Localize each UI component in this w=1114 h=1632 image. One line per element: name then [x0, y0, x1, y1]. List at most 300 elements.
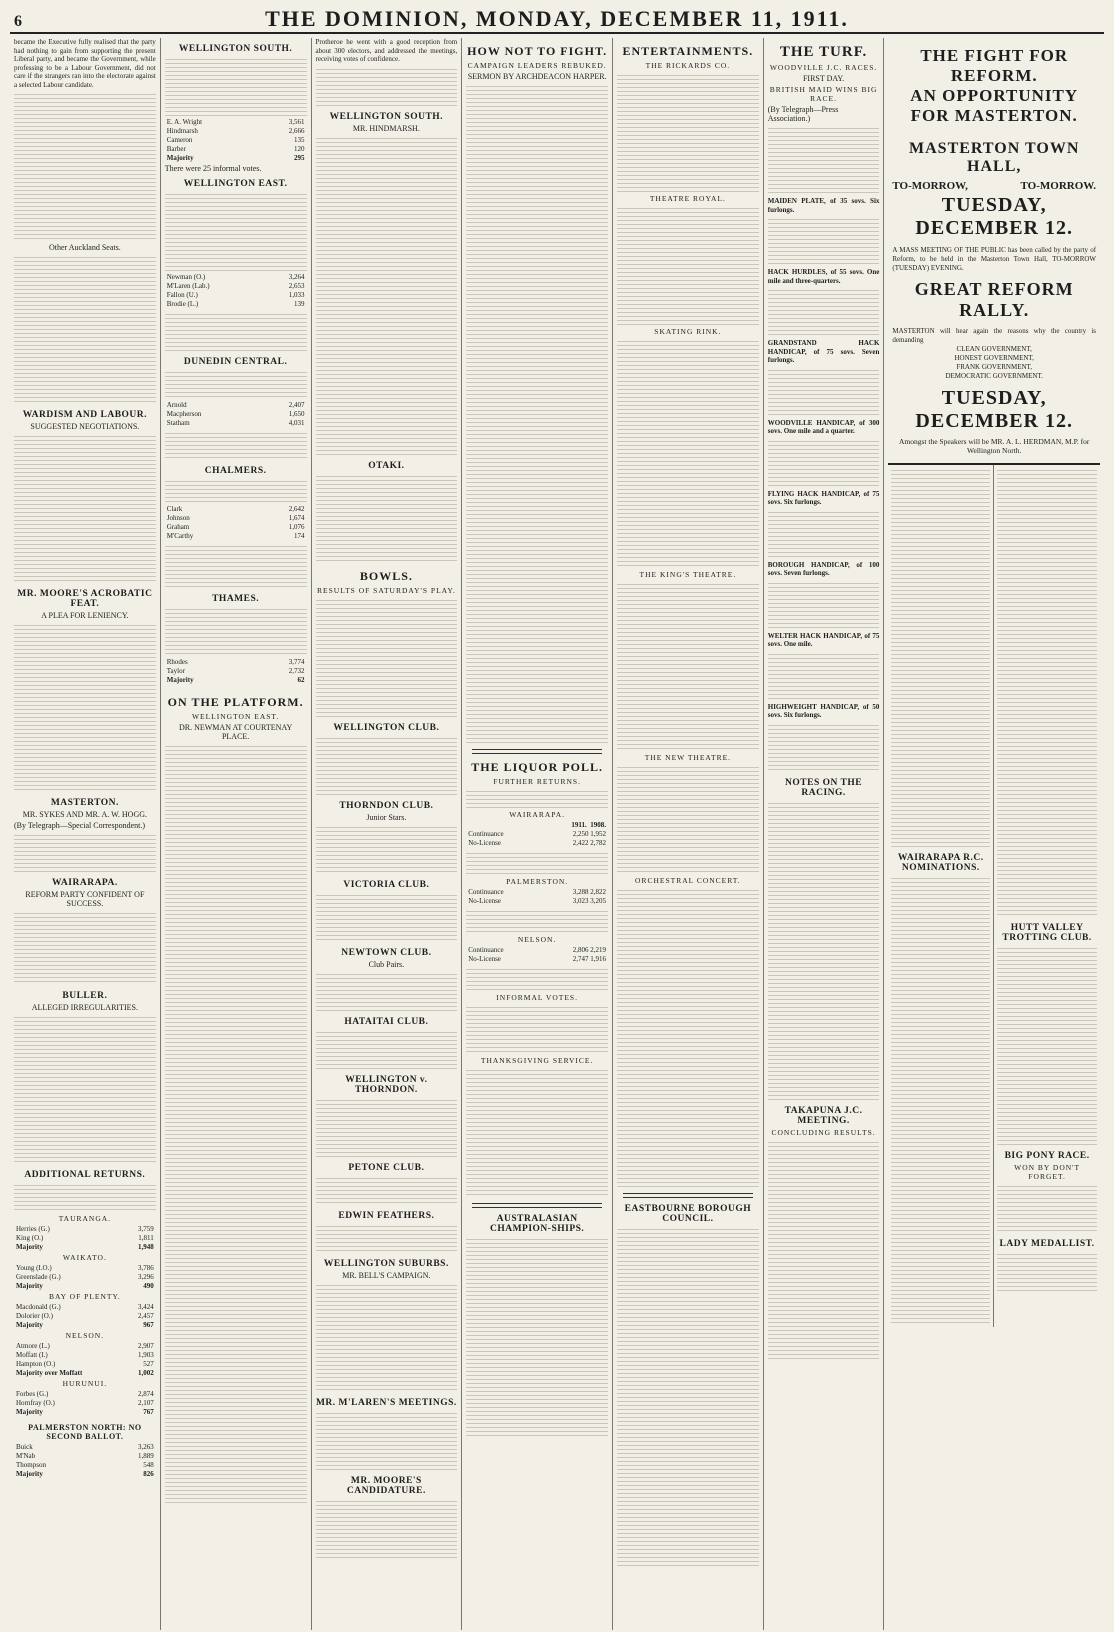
heading-dunedin: DUNEDIN CENTRAL.	[183, 357, 288, 367]
vote-count: 1,002	[138, 1369, 154, 1377]
result-row	[165, 300, 307, 309]
vote-count: 3,264	[288, 273, 305, 281]
heading-acrobatic: MR. MOORE'S ACROBATIC FEAT.	[17, 589, 153, 609]
heading: WELLINGTON v. THORNDON.	[345, 1074, 428, 1095]
issue-name: No-License	[468, 839, 501, 847]
vote-count: 2,732	[288, 667, 305, 675]
columns	[10, 38, 1104, 1630]
results-table	[14, 1303, 156, 1330]
heading-turf: THE TURF.	[779, 44, 868, 60]
vote-count: 295	[294, 154, 305, 162]
subheading: BRITISH MAID WINS BIG RACE.	[769, 85, 878, 103]
candidate-name: Johnson	[166, 514, 190, 522]
results-table	[14, 1342, 156, 1378]
result-row	[14, 1351, 156, 1360]
result-row	[14, 1461, 156, 1470]
text-body	[316, 66, 458, 106]
text-body	[768, 438, 880, 488]
race-event: BOROUGH HANDICAP, of 100 sovs. Seven furlongs.	[767, 560, 880, 577]
column-7b	[994, 465, 1100, 1327]
text-body	[617, 1226, 759, 1566]
divider	[472, 1203, 602, 1208]
heading-buller: BULLER.	[62, 991, 108, 1001]
result-row	[165, 523, 307, 532]
subheading: SERMON BY ARCHDEACON HARPER.	[467, 72, 607, 81]
vote-count: 1,889	[138, 1452, 154, 1460]
column-7	[884, 38, 1104, 1630]
text-body	[165, 430, 307, 460]
result-row	[165, 676, 307, 685]
vote-count: 120	[294, 145, 305, 153]
ad-hall: MASTERTON TOWN HALL,	[909, 140, 1080, 175]
vote-count: 3,774	[288, 658, 305, 666]
text-body	[617, 581, 759, 751]
text-body	[165, 743, 307, 1503]
result-row	[165, 145, 307, 154]
candidate-name: Greenslade (G.)	[16, 1273, 61, 1281]
candidate-name: Majority over Moffatt	[16, 1369, 83, 1377]
result-row	[14, 1225, 156, 1234]
candidate-name: M'Carthy	[166, 532, 194, 540]
heading: MR. M'LAREN'S MEETINGS.	[315, 1397, 457, 1408]
text-body	[768, 367, 880, 417]
heading-additional: ADDITIONAL RETURNS.	[24, 1170, 146, 1180]
subheading: SKATING RINK.	[654, 327, 722, 336]
results-table	[165, 273, 307, 309]
vote-count: 1,948	[138, 1243, 154, 1251]
heading: EDWIN FEATHERS.	[338, 1210, 435, 1221]
text-body	[466, 966, 608, 991]
column-4	[462, 38, 613, 1630]
subheading: RESULTS OF SATURDAY'S PLAY.	[317, 585, 456, 595]
vote-counts: 3,288 2,822	[572, 888, 606, 896]
vote-count: 3,561	[288, 118, 305, 126]
dateline: (By Telegraph—Special Correspondent.)	[14, 821, 146, 830]
year-a: 1911.	[571, 821, 587, 829]
subheading: THE NEW THEATRE.	[644, 753, 732, 762]
subheading: WOODVILLE J.C. RACES.	[769, 63, 878, 72]
text-body	[768, 1139, 880, 1359]
text-body	[316, 473, 458, 563]
vote-count: 548	[143, 1461, 154, 1469]
result-row	[14, 1399, 156, 1408]
electorate-tauranga: TAURANGA.	[58, 1214, 112, 1223]
race-event: WOODVILLE HANDICAP, of 300 sovs. One mile and a quarter.	[767, 418, 880, 435]
text-body	[165, 606, 307, 656]
candidate-name: Barber	[166, 145, 186, 153]
heading: BIG PONY RACE.	[1004, 1151, 1090, 1161]
heading-liquor-poll: THE LIQUOR POLL.	[471, 760, 603, 774]
candidate-name: Majority	[16, 1408, 43, 1416]
result-row	[165, 505, 307, 514]
vote-count: 1,811	[138, 1234, 154, 1242]
text-body	[165, 543, 307, 588]
result-row	[14, 1369, 156, 1378]
subheading: CONCLUDING RESULTS.	[771, 1127, 876, 1137]
result-row	[14, 1443, 156, 1452]
text-body	[466, 788, 608, 808]
result-row	[14, 1312, 156, 1321]
vote-count: 1,650	[288, 410, 305, 418]
subheading: MR. HINDMARSH.	[352, 123, 420, 133]
vote-count: 490	[143, 1282, 154, 1290]
electorate: NELSON.	[517, 935, 557, 944]
candidate-name: Newman (O.)	[166, 273, 206, 281]
candidate-name: E. A. Wright	[166, 118, 203, 126]
result-row	[14, 1360, 156, 1369]
heading-eastbourne: EASTBOURNE BOROUGH COUNCIL.	[624, 1204, 752, 1224]
heading-wardism: WARDISM AND LABOUR.	[22, 410, 148, 420]
candidate-name: Forbes (G.)	[16, 1390, 49, 1398]
text-body	[316, 1282, 458, 1392]
result-row	[165, 291, 307, 300]
subheading: Other Auckland Seats.	[48, 243, 121, 252]
heading-masterton: MASTERTON.	[50, 798, 119, 808]
slogan-line: CLEAN GOVERNMENT,	[956, 345, 1032, 353]
text-body	[617, 72, 759, 192]
text-body	[617, 887, 759, 1187]
column-3	[312, 38, 463, 1630]
vote-count: 3,759	[138, 1225, 154, 1233]
divider	[623, 1193, 753, 1198]
liquor-row	[466, 830, 608, 839]
heading: WELLINGTON CLUB.	[333, 722, 440, 733]
years-header	[466, 821, 608, 830]
text-body	[316, 892, 458, 942]
vote-count: 2,107	[138, 1399, 154, 1407]
text-body	[14, 832, 156, 872]
results-table	[165, 658, 307, 685]
text-body	[768, 125, 880, 195]
result-row	[165, 154, 307, 163]
results-table	[14, 1390, 156, 1417]
subheading: INFORMAL VOTES.	[496, 993, 578, 1002]
race-event: WELTER HACK HANDICAP, of 75 sovs. One mile.	[767, 631, 880, 648]
ad-subtitle: AN OPPORTUNITY FOR MASTERTON.	[910, 86, 1079, 125]
text-body	[165, 478, 307, 503]
slogans	[892, 345, 1096, 381]
race-event: GRANDSTAND HACK HANDICAP, of 75 sovs. Seven furlongs.	[767, 339, 880, 364]
electorate-nelson: NELSON.	[65, 1331, 105, 1340]
text-body	[14, 254, 156, 404]
liquor-row	[466, 955, 608, 964]
candidate-name: Hampton (O.)	[16, 1360, 56, 1368]
text-body	[316, 1223, 458, 1253]
candidate-name: Statham	[166, 419, 190, 427]
text-body	[316, 1498, 458, 1558]
heading-championships: AUSTRALASIAN CHAMPION-SHIPS.	[489, 1214, 585, 1234]
text-body	[617, 764, 759, 874]
result-row	[14, 1234, 156, 1243]
tomorrow-left: TO-MORROW,	[892, 180, 968, 192]
result-row	[14, 1273, 156, 1282]
vote-counts: 3,023 3,205	[572, 897, 606, 905]
heading-chalmers: CHALMERS.	[204, 466, 267, 476]
results-table	[165, 118, 307, 163]
ad-rally: GREAT REFORM RALLY.	[914, 279, 1074, 320]
text-body	[891, 875, 990, 1325]
text-body	[617, 338, 759, 568]
vote-count: 1,076	[288, 523, 305, 531]
divider	[472, 749, 602, 754]
heading-bowls: BOWLS.	[359, 568, 413, 583]
liquor-table	[466, 946, 608, 964]
subheading: REFORM PARTY CONFIDENT OF SUCCESS.	[25, 890, 145, 908]
result-row	[14, 1408, 156, 1417]
column-6	[764, 38, 885, 1630]
vote-count: 1,033	[288, 291, 305, 299]
result-row	[14, 1390, 156, 1399]
result-row	[165, 667, 307, 676]
heading: HUTT VALLEY TROTTING CLUB.	[1002, 923, 1092, 943]
text-body	[466, 908, 608, 933]
vote-count: 2,874	[138, 1390, 154, 1398]
subheading: Junior Stars.	[366, 812, 407, 822]
result-row	[165, 273, 307, 282]
column-5	[613, 38, 764, 1630]
year-b: 1908.	[590, 821, 606, 829]
candidate-name: Herries (G.)	[16, 1225, 50, 1233]
electorate: PALMERSTON.	[506, 877, 569, 886]
dateline: (By Telegraph—Press Association.)	[767, 105, 839, 123]
text-body	[316, 971, 458, 1011]
candidate-name: Majority	[166, 676, 194, 684]
vote-count: 2,642	[288, 505, 305, 513]
text-body	[997, 467, 1097, 917]
vote-counts: 2,747 1,916	[572, 955, 606, 963]
result-row	[165, 532, 307, 541]
informal-note: There were 25 informal votes.	[164, 164, 262, 173]
heading: LADY MEDALLIST.	[999, 1239, 1095, 1249]
masthead	[10, 6, 1104, 34]
subheading: MR. BELL'S CAMPAIGN.	[342, 1270, 431, 1280]
heading-entertainments: ENTERTAINMENTS.	[622, 44, 754, 58]
result-row	[165, 410, 307, 419]
heading-takapuna: TAKAPUNA J.C. MEETING.	[784, 1105, 863, 1126]
heading: HATAITAI CLUB.	[344, 1016, 429, 1027]
text-body	[466, 1236, 608, 1436]
ad-date: TUESDAY, DECEMBER 12.	[915, 194, 1073, 239]
text-body	[768, 287, 880, 337]
race-event: HACK HURDLES, of 55 sovs. One mile and three-quarters.	[767, 268, 880, 285]
result-row	[14, 1243, 156, 1252]
text-body	[768, 216, 880, 266]
results-table	[165, 505, 307, 541]
issue-name: No-License	[468, 897, 501, 905]
newspaper-title: THE DOMINION, MONDAY, DECEMBER 11, 1911.	[265, 6, 849, 31]
vote-counts: 2,250 1,952	[572, 830, 606, 838]
vote-count: 1,674	[288, 514, 305, 522]
heading: WELLINGTON SOUTH.	[329, 111, 444, 122]
text-body	[316, 597, 458, 717]
text-body	[14, 1014, 156, 1164]
subheading: FURTHER RETURNS.	[493, 777, 581, 786]
candidate-name: Young (I.O.)	[16, 1264, 52, 1272]
subheading: ORCHESTRAL CONCERT.	[635, 876, 741, 885]
ad-explain: MASTERTON will hear again the reasons why the country is demanding	[892, 327, 1097, 344]
vote-counts: 2,422 2,782	[572, 839, 606, 847]
reform-advertisement	[888, 38, 1100, 465]
candidate-name: Brodie (L.)	[166, 300, 199, 308]
vote-count: 767	[143, 1408, 154, 1416]
issue-name: Continuance	[468, 830, 504, 838]
heading-palmerston: PALMERSTON NORTH: NO SECOND BALLOT.	[28, 1423, 142, 1441]
ad-title: THE FIGHT FOR REFORM.	[920, 46, 1069, 85]
candidate-name: Majority	[16, 1321, 43, 1329]
candidate-name: Atmore (L.)	[16, 1342, 50, 1350]
race-events	[768, 197, 880, 772]
result-row	[165, 419, 307, 428]
heading-wairarapa: WAIRARAPA.	[51, 878, 118, 888]
vote-counts: 2,806 2,219	[572, 946, 606, 954]
text-body	[14, 910, 156, 985]
text-body	[617, 205, 759, 325]
heading-thames: THAMES.	[212, 594, 260, 604]
vote-count: 2,907	[138, 1342, 154, 1350]
vote-count: 2,407	[288, 401, 305, 409]
issue-name: No-License	[468, 955, 501, 963]
text-body	[165, 369, 307, 399]
result-row	[14, 1321, 156, 1330]
text-body	[14, 1182, 156, 1212]
candidate-name: Rhodes	[166, 658, 188, 666]
text-body	[768, 722, 880, 772]
text-body	[466, 83, 608, 743]
heading-notes: NOTES ON THE RACING.	[785, 777, 863, 798]
liquor-row	[466, 946, 608, 955]
vote-count: 967	[143, 1321, 154, 1329]
result-row	[14, 1303, 156, 1312]
heading: THORNDON CLUB.	[339, 800, 434, 811]
heading-wellington-south: WELLINGTON SOUTH.	[178, 44, 293, 54]
heading: NEWTOWN CLUB.	[341, 947, 432, 958]
electorate: WAIRARAPA.	[509, 810, 566, 819]
subheading: ALLEGED IRREGULARITIES.	[31, 1003, 138, 1012]
candidate-name: Taylor	[166, 667, 185, 675]
result-row	[165, 118, 307, 127]
result-row	[14, 1264, 156, 1273]
issue-name: Continuance	[468, 946, 504, 954]
text-body	[316, 1097, 458, 1157]
candidate-name: King (O.)	[16, 1234, 44, 1242]
candidate-name: Majority	[16, 1282, 43, 1290]
race-event: FLYING HACK HANDICAP, of 75 sovs. Six furlongs.	[767, 489, 880, 506]
text-body	[466, 850, 608, 875]
race-event: HIGHWEIGHT HANDICAP, of 50 sovs. Six furlongs.	[767, 702, 880, 719]
text-body	[316, 824, 458, 874]
text-body	[316, 1175, 458, 1205]
heading-platform: ON THE PLATFORM.	[167, 695, 304, 709]
text-body	[891, 467, 990, 847]
ad-notice: A MASS MEETING OF THE PUBLIC has been called by the party of Reform, to be held in the Masterton Town Hall, TO-MORROW (TUESDAY) EVENING.	[892, 246, 1097, 272]
candidate-name: Dolorier (O.)	[16, 1312, 53, 1320]
result-row	[165, 282, 307, 291]
column-7a	[888, 465, 994, 1327]
heading: WAIRARAPA R.C. NOMINATIONS.	[897, 853, 984, 873]
heading: PETONE CLUB.	[348, 1162, 425, 1173]
slogan-line: FRANK GOVERNMENT,	[956, 363, 1033, 371]
subheading: MR. SYKES AND MR. A. W. HOGG.	[22, 810, 147, 819]
subheading: WON BY DON'T FORGET.	[1014, 1163, 1081, 1181]
candidate-name: Moffatt (I.)	[16, 1351, 48, 1359]
heading: OTAKI.	[368, 460, 405, 471]
results-table	[14, 1264, 156, 1291]
vote-count: 3,263	[138, 1443, 154, 1451]
subheading: CAMPAIGN LEADERS REBUKED.	[467, 61, 607, 70]
candidate-name: Majority	[16, 1243, 43, 1251]
tomorrow-right: TO-MORROW.	[1020, 180, 1097, 192]
text-body	[165, 56, 307, 116]
result-row	[14, 1282, 156, 1291]
result-row	[165, 136, 307, 145]
vote-count: 62	[297, 676, 305, 684]
text-body	[165, 311, 307, 351]
subheading: THE RICKARDS CO.	[645, 61, 731, 70]
subheading: Club Pairs.	[368, 959, 405, 969]
ad-tomorrow	[892, 180, 1096, 192]
result-row	[14, 1470, 156, 1479]
text-body	[14, 622, 156, 792]
slogan-line: DEMOCRATIC GOVERNMENT.	[945, 372, 1043, 380]
vote-count: 3,296	[138, 1273, 154, 1281]
text-body	[997, 1251, 1097, 1291]
text-body	[768, 800, 880, 1100]
candidate-name: Fallon (U.)	[166, 291, 198, 299]
candidate-name: Macdonald (G.)	[16, 1303, 61, 1311]
result-row	[165, 514, 307, 523]
candidate-name: Majority	[16, 1470, 43, 1478]
subheading: A PLEA FOR LENIENCY.	[41, 611, 129, 620]
text-body	[165, 191, 307, 271]
column-1	[10, 38, 161, 1630]
subheading: DR. NEWMAN AT COURTENAY PLACE.	[178, 723, 293, 741]
candidate-name: Cameron	[166, 136, 193, 144]
heading: MR. MOORE'S CANDIDATURE.	[346, 1475, 426, 1496]
text-body	[997, 1183, 1097, 1233]
column-7-body	[888, 465, 1100, 1327]
liquor-row	[466, 897, 608, 906]
candidate-name: M'Nab	[16, 1452, 36, 1460]
candidate-name: M'Laren (Lab.)	[166, 282, 210, 290]
vote-count: 2,653	[288, 282, 305, 290]
text-body	[768, 580, 880, 630]
text-body	[768, 651, 880, 701]
vote-count: 135	[294, 136, 305, 144]
vote-count: 1,903	[138, 1351, 154, 1359]
candidate-name: Majority	[166, 154, 194, 162]
vote-count: 4,031	[288, 419, 305, 427]
text-body	[997, 945, 1097, 1145]
vote-count: 3,786	[138, 1264, 154, 1272]
subheading: FIRST DAY.	[802, 74, 845, 83]
vote-count: 139	[294, 300, 305, 308]
candidate-name: Macpherson	[166, 410, 202, 418]
subheading: THANKSGIVING SERVICE.	[480, 1056, 594, 1065]
vote-count: 2,666	[288, 127, 305, 135]
column-2	[161, 38, 312, 1630]
heading: WELLINGTON SUBURBS.	[323, 1258, 449, 1269]
issue-name: Continuance	[468, 888, 504, 896]
ad-speaker: Amongst the Speakers will be MR. A. L. HERDMAN, M.P. for Wellington North.	[899, 437, 1090, 455]
result-row	[165, 127, 307, 136]
candidate-name: Clark	[166, 505, 183, 513]
article-text: became the Executive fully realised that the party had nothing to gain from supporting the present Liberal party, and became the Government, while professing to be a Labour Government, did not care if the strangers ran into the electorate against a selected Labour candidate.	[14, 38, 156, 89]
text-body	[466, 1067, 608, 1197]
subheading: WELLINGTON EAST.	[191, 712, 280, 721]
result-row	[14, 1452, 156, 1461]
vote-count: 826	[143, 1470, 154, 1478]
article-text: Protheroe he went with a good reception from about 300 electors, and addressed the meetings, receiving votes of confidence.	[315, 38, 458, 63]
